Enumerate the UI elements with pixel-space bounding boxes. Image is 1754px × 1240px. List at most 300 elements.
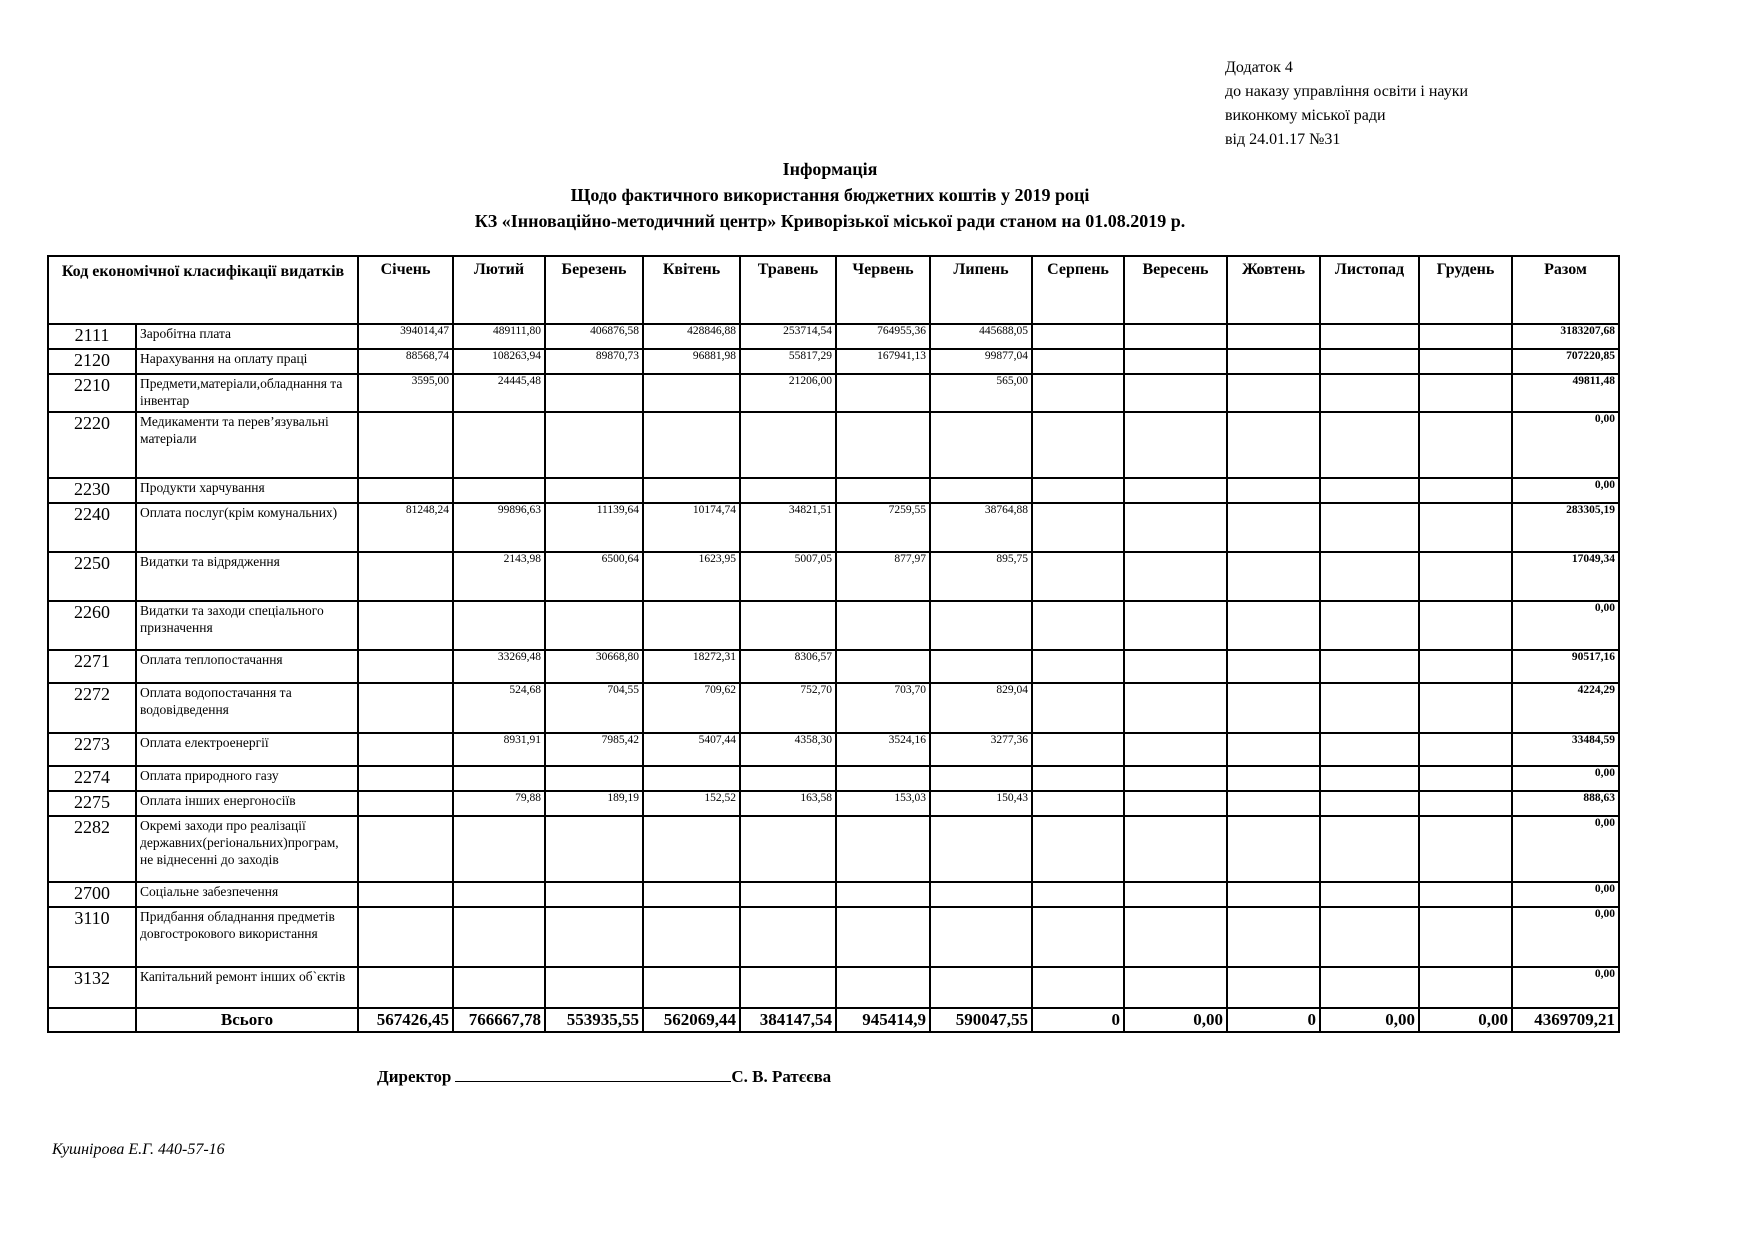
month-value-cell [545,478,643,503]
row-total-cell: 33484,59 [1512,733,1619,766]
month-value-cell [1032,374,1124,412]
table-row [48,349,1619,374]
month-value-cell [1320,324,1419,349]
month-value-cell: 5007,05 [740,552,836,601]
month-value-cell [1419,478,1512,503]
row-total-cell: 4224,29 [1512,683,1619,733]
title-line: КЗ «Інноваційно-методичний центр» Криворізької міської ради станом на 01.08.2019 р. [474,211,1186,231]
month-value-cell [1124,503,1227,552]
month-value-cell [1419,882,1512,907]
month-value-cell [1227,349,1320,374]
month-value-cell [1032,816,1124,882]
month-value-cell: 253714,54 [740,324,836,349]
month-value-cell: 55817,29 [740,349,836,374]
economic-code-cell: 2250 [48,552,136,601]
month-header: Січень [358,256,453,324]
month-value-cell [453,478,545,503]
month-value-cell: 34821,51 [740,503,836,552]
month-value-cell [1032,324,1124,349]
month-value-cell [740,882,836,907]
month-value-cell [1320,907,1419,967]
month-value-cell [1320,478,1419,503]
month-value-cell: 6500,64 [545,552,643,601]
month-value-cell [930,650,1032,683]
month-value-cell: 18272,31 [643,650,740,683]
month-value-cell [1320,683,1419,733]
month-value-cell [453,816,545,882]
month-value-cell: 877,97 [836,552,930,601]
month-value-cell [930,882,1032,907]
month-value-cell [930,766,1032,791]
month-value-cell [1227,374,1320,412]
month-value-cell [1227,503,1320,552]
month-value-cell [1419,503,1512,552]
month-value-cell: 8306,57 [740,650,836,683]
month-value-cell [740,816,836,882]
month-value-cell [1227,601,1320,650]
month-value-cell [453,601,545,650]
row-total-cell: 0,00 [1512,766,1619,791]
month-value-cell [1227,791,1320,816]
month-header: Квітень [643,256,740,324]
row-total-cell: 17049,34 [1512,552,1619,601]
table-row [48,816,1619,882]
economic-code-cell: 2275 [48,791,136,816]
month-value-cell [1124,601,1227,650]
month-value-cell: 1623,95 [643,552,740,601]
sum-month-cell: 0,00 [1124,1008,1227,1032]
economic-code-cell: 2260 [48,601,136,650]
sum-row [48,1008,1619,1032]
month-value-cell: 3524,16 [836,733,930,766]
table-row [48,374,1619,412]
month-value-cell [1227,907,1320,967]
month-value-cell [1320,733,1419,766]
table-row [48,683,1619,733]
month-value-cell [1320,349,1419,374]
month-value-cell [1419,791,1512,816]
month-value-cell [1419,733,1512,766]
row-total-cell: 0,00 [1512,601,1619,650]
month-value-cell [1032,503,1124,552]
month-value-cell [453,882,545,907]
month-value-cell [1032,601,1124,650]
month-value-cell: 33269,48 [453,650,545,683]
month-value-cell: 489111,80 [453,324,545,349]
month-value-cell [1124,816,1227,882]
month-header: Березень [545,256,643,324]
economic-code-cell: 2700 [48,882,136,907]
economic-code-cell: 2230 [48,478,136,503]
sum-month-cell: 945414,9 [836,1008,930,1032]
month-value-cell [643,601,740,650]
economic-code-cell: 2111 [48,324,136,349]
month-value-cell [930,478,1032,503]
month-value-cell [740,967,836,1008]
month-value-cell [1124,967,1227,1008]
month-value-cell [1032,766,1124,791]
month-value-cell: 8931,91 [453,733,545,766]
month-value-cell: 2143,98 [453,552,545,601]
month-header: Жовтень [1227,256,1320,324]
month-value-cell [1419,374,1512,412]
economic-code-cell: 2120 [48,349,136,374]
month-value-cell: 108263,94 [453,349,545,374]
month-value-cell [358,907,453,967]
month-value-cell [740,766,836,791]
row-total-cell: 707220,85 [1512,349,1619,374]
month-header: Листопад [1320,256,1419,324]
month-value-cell [1227,478,1320,503]
row-total-cell: 0,00 [1512,967,1619,1008]
month-value-cell: 30668,80 [545,650,643,683]
month-value-cell [1227,882,1320,907]
sum-label-cell: Всього [136,1008,358,1032]
table-row [48,907,1619,967]
sum-month-cell: 567426,45 [358,1008,453,1032]
month-value-cell [453,766,545,791]
month-value-cell [930,816,1032,882]
month-value-cell [1227,766,1320,791]
month-value-cell [1227,733,1320,766]
table-row [48,478,1619,503]
month-value-cell [545,882,643,907]
table-row [48,882,1619,907]
row-total-cell: 0,00 [1512,478,1619,503]
month-value-cell [358,601,453,650]
month-value-cell: 445688,05 [930,324,1032,349]
month-value-cell [545,766,643,791]
month-value-cell: 88568,74 [358,349,453,374]
month-value-cell [1124,324,1227,349]
expense-name-cell: Видатки та відрядження [136,552,358,601]
expense-name-cell: Оплата природного газу [136,766,358,791]
month-value-cell [836,967,930,1008]
month-value-cell [740,907,836,967]
month-value-cell: 10174,74 [643,503,740,552]
table-row [48,967,1619,1008]
month-header: Грудень [1419,256,1512,324]
month-value-cell [1320,967,1419,1008]
signature-name: С. В. Ратєєва [731,1067,832,1086]
row-total-cell: 0,00 [1512,907,1619,967]
month-value-cell [453,412,545,478]
expense-name-cell: Продукти харчування [136,478,358,503]
month-value-cell [1227,324,1320,349]
month-value-cell [930,412,1032,478]
month-value-cell: 150,43 [930,791,1032,816]
month-value-cell: 703,70 [836,683,930,733]
economic-code-cell: 2272 [48,683,136,733]
month-value-cell [1124,349,1227,374]
annex-line: до наказу управління освіти і науки [1225,83,1469,100]
expense-name-cell: Соціальне забезпечення [136,882,358,907]
table-row [48,650,1619,683]
month-value-cell [358,552,453,601]
month-value-cell [1227,683,1320,733]
month-value-cell [836,650,930,683]
month-value-cell: 89870,73 [545,349,643,374]
month-value-cell: 79,88 [453,791,545,816]
expense-name-cell: Видатки та заходи спеціального призначення [136,601,358,650]
month-value-cell [643,967,740,1008]
month-value-cell: 428846,88 [643,324,740,349]
month-value-cell [1419,683,1512,733]
total-header: Разом [1512,256,1619,324]
month-value-cell [643,766,740,791]
month-value-cell [545,967,643,1008]
month-value-cell: 5407,44 [643,733,740,766]
expense-name-cell: Нарахування на оплату праці [136,349,358,374]
month-value-cell [545,412,643,478]
month-value-cell: 81248,24 [358,503,453,552]
row-total-cell: 0,00 [1512,882,1619,907]
month-value-cell [1419,552,1512,601]
month-value-cell: 565,00 [930,374,1032,412]
table-row [48,412,1619,478]
signature-line [377,1066,831,1087]
expense-name-cell: Придбання обладнання предметів довгострокового використання [136,907,358,967]
month-value-cell [643,816,740,882]
month-value-cell [1124,374,1227,412]
month-value-cell [1419,766,1512,791]
month-value-cell [358,412,453,478]
sum-month-cell: 0,00 [1419,1008,1512,1032]
month-value-cell [1227,650,1320,683]
month-value-cell [358,733,453,766]
month-value-cell [358,882,453,907]
month-value-cell: 96881,98 [643,349,740,374]
month-value-cell [1032,791,1124,816]
month-value-cell [740,601,836,650]
month-value-cell [1227,412,1320,478]
month-value-cell [1419,967,1512,1008]
economic-code-cell: 2282 [48,816,136,882]
month-value-cell [358,967,453,1008]
month-value-cell [643,374,740,412]
expense-name-cell: Оплата електроенергії [136,733,358,766]
sum-month-cell: 553935,55 [545,1008,643,1032]
month-value-cell: 99877,04 [930,349,1032,374]
sum-month-cell: 590047,55 [930,1008,1032,1032]
month-value-cell [1032,349,1124,374]
economic-code-cell: 3132 [48,967,136,1008]
month-value-cell [358,816,453,882]
month-value-cell [1124,412,1227,478]
title-line: Інформація [782,159,878,179]
table-row [48,552,1619,601]
expense-name-cell: Заробітна плата [136,324,358,349]
expense-name-cell: Оплата послуг(крім комунальних) [136,503,358,552]
month-value-cell [1320,791,1419,816]
month-value-cell: 7259,55 [836,503,930,552]
month-value-cell [643,412,740,478]
month-value-cell: 3277,36 [930,733,1032,766]
row-total-cell: 283305,19 [1512,503,1619,552]
expense-name-cell: Предмети,матеріали,обладнання та інвентар [136,374,358,412]
month-value-cell [930,967,1032,1008]
month-value-cell: 163,58 [740,791,836,816]
month-value-cell: 524,68 [453,683,545,733]
table-row [48,324,1619,349]
month-value-cell [836,882,930,907]
month-value-cell [1124,882,1227,907]
expense-name-cell: Оплата інших енергоносіїв [136,791,358,816]
month-value-cell [453,907,545,967]
month-value-cell [358,766,453,791]
month-value-cell [1124,733,1227,766]
expense-name-cell: Оплата водопостачання та водовідведення [136,683,358,733]
month-value-cell [1124,650,1227,683]
month-value-cell [1320,503,1419,552]
month-value-cell: 21206,00 [740,374,836,412]
month-header: Лютий [453,256,545,324]
month-value-cell: 11139,64 [545,503,643,552]
sum-month-cell: 0 [1032,1008,1124,1032]
sum-month-cell: 0 [1227,1008,1320,1032]
document-title [0,156,1660,234]
table-row [48,766,1619,791]
month-header: Червень [836,256,930,324]
row-total-cell: 49811,48 [1512,374,1619,412]
row-total-cell: 0,00 [1512,816,1619,882]
month-value-cell: 4358,30 [740,733,836,766]
month-value-cell [1032,478,1124,503]
month-value-cell: 709,62 [643,683,740,733]
annex-line: виконкому міської ради [1225,107,1386,124]
month-value-cell [1320,766,1419,791]
month-value-cell [1124,683,1227,733]
month-value-cell: 189,19 [545,791,643,816]
month-value-cell [643,478,740,503]
month-value-cell [836,478,930,503]
signature-role: Директор [377,1067,452,1086]
signature-blank [455,1066,731,1082]
month-value-cell: 394014,47 [358,324,453,349]
month-value-cell [740,478,836,503]
row-total-cell: 888,63 [1512,791,1619,816]
month-value-cell [1032,552,1124,601]
month-value-cell [358,683,453,733]
month-value-cell [453,967,545,1008]
month-value-cell [836,907,930,967]
month-header: Вересень [1124,256,1227,324]
row-total-cell: 3183207,68 [1512,324,1619,349]
month-value-cell [1419,601,1512,650]
month-value-cell [1032,683,1124,733]
sum-spacer-cell [48,1008,136,1032]
row-total-cell: 90517,16 [1512,650,1619,683]
month-value-cell [1227,552,1320,601]
month-value-cell [1227,967,1320,1008]
month-value-cell [1419,907,1512,967]
month-value-cell: 7985,42 [545,733,643,766]
month-value-cell: 153,03 [836,791,930,816]
table-body [48,324,1619,1032]
month-value-cell [1320,650,1419,683]
month-value-cell [1032,907,1124,967]
month-value-cell [1124,552,1227,601]
annex-block [1225,56,1468,152]
month-value-cell [1032,412,1124,478]
code-header: Код економічної класифікації видатків [48,256,358,324]
month-value-cell [1320,816,1419,882]
month-value-cell [1419,349,1512,374]
table-row [48,791,1619,816]
month-value-cell: 752,70 [740,683,836,733]
month-value-cell [643,907,740,967]
month-value-cell [1419,816,1512,882]
economic-code-cell: 2240 [48,503,136,552]
sum-month-cell: 384147,54 [740,1008,836,1032]
expense-name-cell: Медикаменти та перев’язувальні матеріали [136,412,358,478]
month-value-cell [1124,766,1227,791]
budget-table [47,255,1620,1033]
month-value-cell: 38764,88 [930,503,1032,552]
month-value-cell: 152,52 [643,791,740,816]
month-value-cell [1320,412,1419,478]
month-value-cell [836,601,930,650]
month-value-cell [545,601,643,650]
expense-name-cell: Оплата теплопостачання [136,650,358,683]
month-value-cell [358,478,453,503]
month-value-cell: 764955,36 [836,324,930,349]
annex-line: від 24.01.17 №31 [1225,131,1341,148]
month-value-cell: 829,04 [930,683,1032,733]
sum-month-cell: 562069,44 [643,1008,740,1032]
month-value-cell [836,766,930,791]
month-value-cell: 167941,13 [836,349,930,374]
sum-total-cell: 4369709,21 [1512,1008,1619,1032]
month-value-cell [1227,816,1320,882]
month-value-cell [1124,791,1227,816]
economic-code-cell: 3110 [48,907,136,967]
month-value-cell [545,907,643,967]
month-value-cell: 895,75 [930,552,1032,601]
executor-note: Кушнірова Е.Г. 440-57-16 [52,1141,225,1158]
month-value-cell: 3595,00 [358,374,453,412]
month-value-cell [1320,374,1419,412]
table-row [48,733,1619,766]
month-value-cell [1032,967,1124,1008]
month-value-cell [1124,907,1227,967]
month-value-cell: 704,55 [545,683,643,733]
month-value-cell [1419,650,1512,683]
table-row [48,601,1619,650]
month-value-cell [1320,882,1419,907]
sum-month-cell: 0,00 [1320,1008,1419,1032]
economic-code-cell: 2274 [48,766,136,791]
economic-code-cell: 2210 [48,374,136,412]
month-value-cell [1320,601,1419,650]
sum-month-cell: 766667,78 [453,1008,545,1032]
month-value-cell [545,374,643,412]
month-value-cell [836,816,930,882]
month-value-cell [1124,478,1227,503]
month-value-cell [1032,882,1124,907]
month-header: Серпень [1032,256,1124,324]
title-line: Щодо фактичного використання бюджетних коштів у 2019 році [570,185,1090,205]
economic-code-cell: 2271 [48,650,136,683]
month-value-cell [643,882,740,907]
month-value-cell [1032,733,1124,766]
month-header: Травень [740,256,836,324]
month-value-cell [358,791,453,816]
month-value-cell [930,907,1032,967]
economic-code-cell: 2273 [48,733,136,766]
month-value-cell [545,816,643,882]
month-value-cell [1032,650,1124,683]
